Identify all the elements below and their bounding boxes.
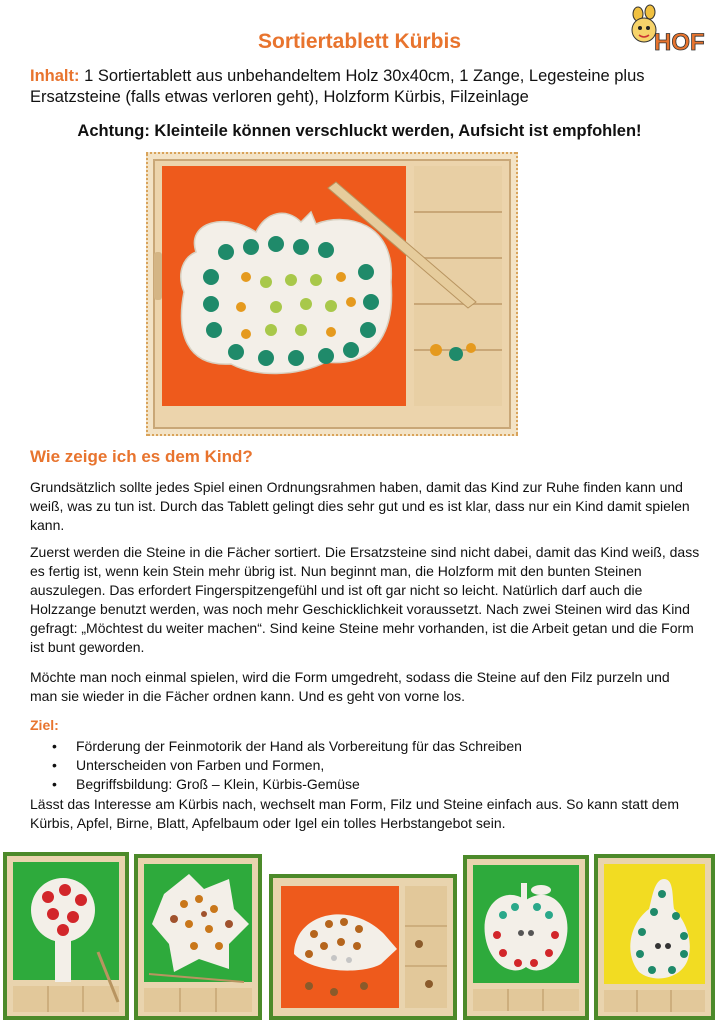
closing-paragraph: Lässt das Interesse am Kürbis nach, wechselt man Form, Filz und Steine einfach aus. So kann statt dem Kürbis, Apfel, Birne, Blatt, Apfelbaum oder Igel ein tolles Herbstangebot sein.: [30, 796, 679, 831]
logo-text: HOF: [654, 29, 705, 56]
pear-tray-photo: [594, 854, 715, 1020]
section-heading: Wie zeige ich es dem Kind?: [30, 447, 253, 466]
goals-label: Ziel:: [30, 717, 59, 733]
paragraph-2: Zuerst werden die Steine in die Fächer sortiert. Die Ersatzsteine sind nicht dabei, damit das Kind weiß, dass es fertig ist, wenn kein Stein mehr übrig ist. Nun beginnt man, die Holzform mit den bunten Steinen auszulegen. Das erfordert Fingerspitzengefühl und ist oft gar nicht so leicht. Natürlich darf auch die Holzzange benutzt werden, was noch mehr Geschicklichkeit voraussetzt. Nach zwei Steinen wird das Kind gefragt: „Möchtest du weiter machen“. Sind keine Steine mehr vorhanden, ist die Arbeit getan und die Form ist bunt geworden.: [30, 544, 700, 655]
goal-item: • Unterscheiden von Farben und Formen,: [30, 756, 522, 775]
goals-list: [30, 737, 522, 794]
paragraph-1: Grundsätzlich sollte jedes Spiel einen Ordnungsrahmen haben, damit das Kind zur Ruhe finden kann und weiß, was zu tun ist. Durch das Tablett gelingt dies sehr gut und es ist klar, dass nur ein Kind damit spielen kann.: [30, 479, 690, 533]
contents-paragraph: [30, 66, 690, 108]
apple-tray-photo: [463, 855, 589, 1020]
leaf-tray-photo: [134, 854, 262, 1020]
contents-text: 1 Sortiertablett aus unbehandeltem Holz 30x40cm, 1 Zange, Legesteine plus Ersatzsteine (falls etwas verloren geht), Holzform Kürbis, Filzeinlage: [30, 67, 645, 106]
pumpkin-tray-photo: [146, 152, 518, 436]
safety-warning: Achtung: Kleinteile können verschluckt werden, Aufsicht ist empfohlen!: [77, 122, 642, 140]
goal-item: • Förderung der Feinmotorik der Hand als Vorbereitung für das Schreiben: [30, 737, 522, 756]
contents-label: Inhalt:: [30, 67, 80, 85]
apple-tree-tray-photo: [3, 852, 129, 1020]
hedgehog-tray-photo: [269, 874, 457, 1020]
paragraph-3: Möchte man noch einmal spielen, wird die Form umgedreht, sodass die Steine auf den Filz purzeln und man sie wieder in die Fächer ordnen kann. Und es geht von vorne los.: [30, 669, 670, 704]
goal-item: • Begriffsbildung: Groß – Klein, Kürbis-Gemüse: [30, 775, 522, 794]
page-title: Sortiertablett Kürbis: [257, 30, 462, 53]
